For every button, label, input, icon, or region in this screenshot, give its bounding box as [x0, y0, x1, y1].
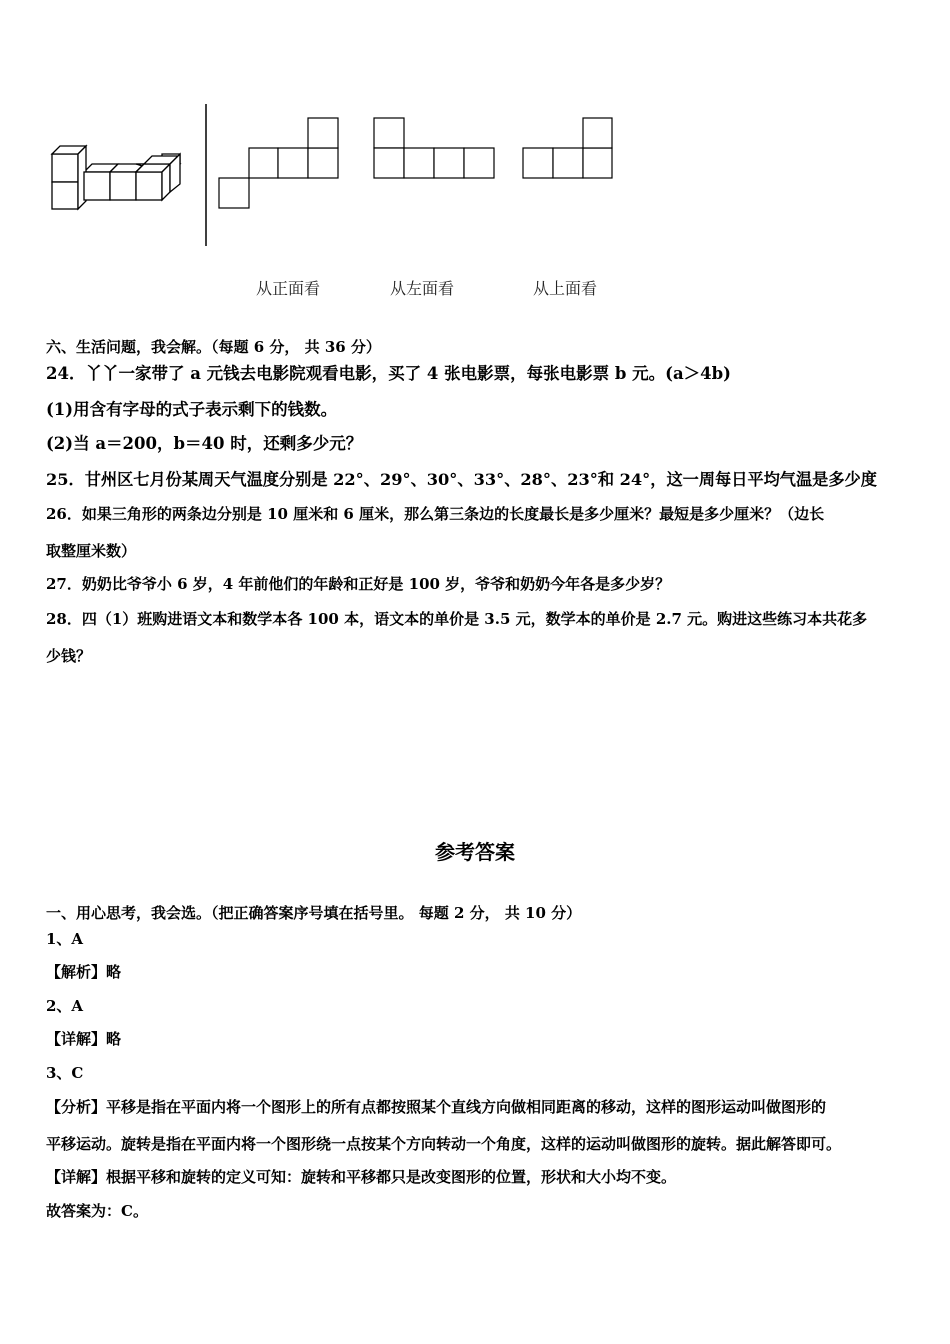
- answer-3-analysis-line2: 平移运动。旋转是指在平面内将一个图形绕一点按某个方向转动一个角度，这样的运动叫做图形的旋转。据此解答即可。: [46, 1135, 842, 1153]
- left-view-grid: [374, 118, 494, 178]
- answer-3-final: 故答案为：C。: [46, 1202, 148, 1220]
- question-26-line2: 取整厘米数）: [46, 542, 137, 560]
- front-view-grid: [219, 118, 338, 208]
- top-view-grid: [523, 118, 612, 178]
- answers-title: 参考答案: [435, 840, 515, 864]
- caption-front-view: 从正面看: [256, 279, 321, 298]
- answer-3-analysis-line1: 【分析】平移是指在平面内将一个图形上的所有点都按照某个直线方向做相同距离的移动，这样的图形运动叫做图形的: [46, 1098, 827, 1116]
- caption-top-view: 从上面看: [533, 279, 598, 298]
- question-27: 27．奶奶比爷爷小 6 岁，4 年前他们的年龄和正好是 100 岁，爷爷和奶奶今年各是多少岁？: [46, 575, 671, 593]
- question-28-line1: 28．四（1）班购进语文本和数学本各 100 本，语文本的单价是 3.5 元，数学本的单价是 2.7 元。购进这些练习本共花多: [46, 610, 868, 628]
- question-24-line1: 24．丫丫一家带了 a 元钱去电影院观看电影，买了 4 张电影票，每张电影票 b 元。(a＞4b): [46, 364, 731, 383]
- cube-solid-drawing: [52, 146, 180, 209]
- answer-2: 2、A: [46, 997, 84, 1015]
- question-28-line2: 少钱？: [46, 647, 92, 665]
- question-24-part2: (2)当 a＝200，b＝40 时，还剩多少元？: [46, 434, 363, 453]
- question-26-line1: 26．如果三角形的两条边分别是 10 厘米和 6 厘米，那么第三条边的长度最长是多少厘米？最短是多少厘米？（边长: [46, 505, 825, 523]
- question-24-part1: (1)用含有字母的式子表示剩下的钱数。: [46, 400, 338, 419]
- answer-1-note: 【解析】略: [46, 963, 122, 981]
- answer-3-detail: 【详解】根据平移和旋转的定义可知：旋转和平移都只是改变图形的位置，形状和大小均不变。: [46, 1168, 677, 1186]
- answers-section1-heading: 一、用心思考，我会选。（把正确答案序号填在括号里。 每题 2 分， 共 10 分）: [46, 904, 582, 922]
- section6-heading: 六、生活问题，我会解。（每题 6 分， 共 36 分）: [46, 338, 381, 356]
- answer-3: 3、C: [46, 1064, 84, 1082]
- caption-left-view: 从左面看: [390, 279, 455, 298]
- answer-1: 1、A: [46, 930, 84, 948]
- answer-2-note: 【详解】略: [46, 1030, 122, 1048]
- three-views-figure: [0, 0, 950, 320]
- question-25: 25．甘州区七月份某周天气温度分别是 22°、29°、30°、33°、28°、23°和 24°，这一周每日平均气温是多少度: [46, 470, 877, 489]
